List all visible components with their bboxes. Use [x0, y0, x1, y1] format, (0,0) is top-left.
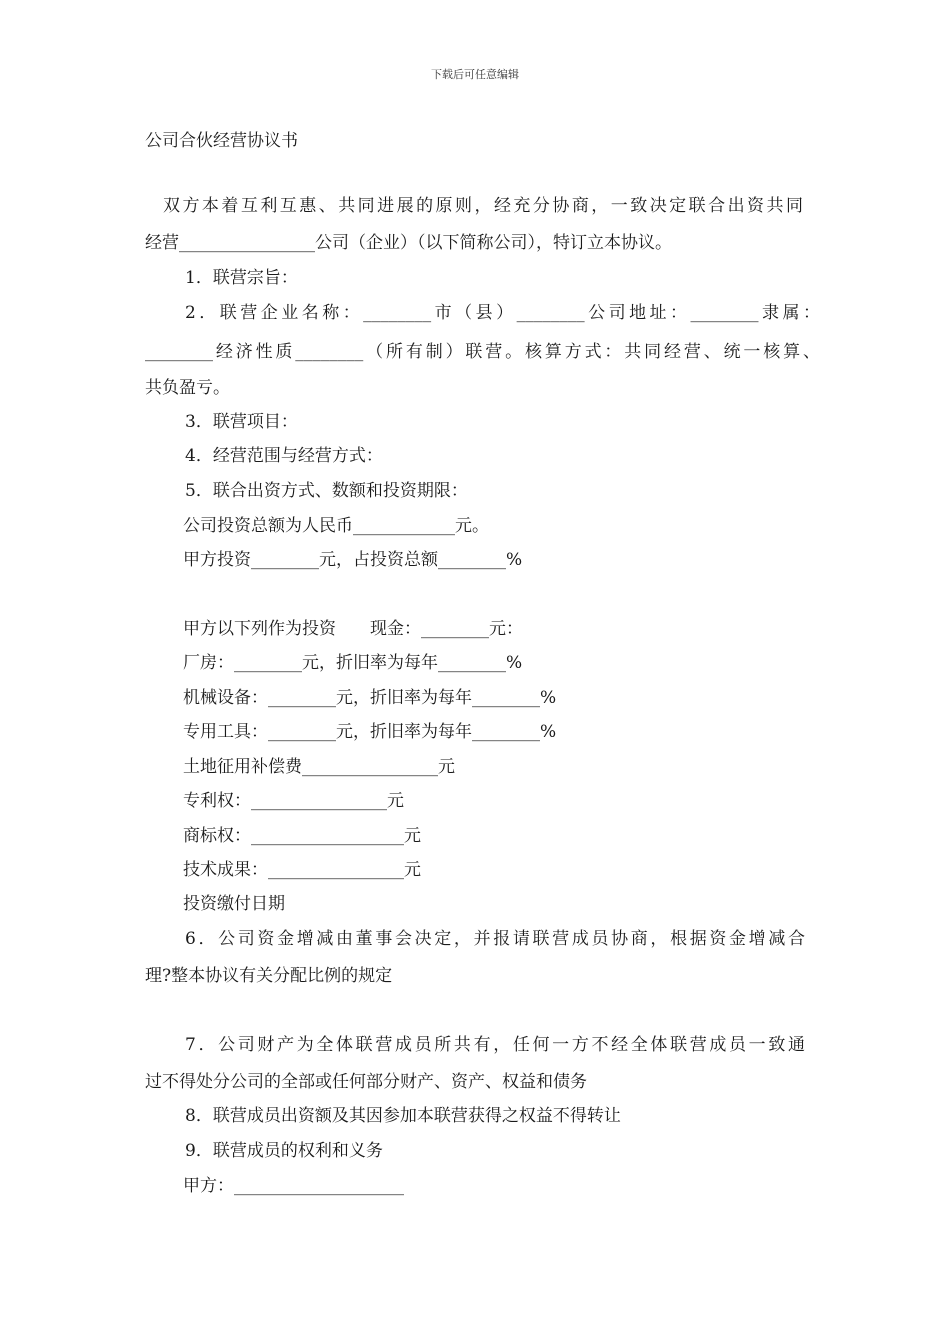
land-compensation-line: 土地征用补偿费________________元 — [183, 757, 455, 777]
clause-5: 5．联合出资方式、数额和投资期限： — [185, 481, 468, 501]
clause-3: 3．联营项目： — [185, 412, 298, 432]
paragraph-line: 理?整本协议有关分配比例的规定 — [145, 966, 393, 986]
clause-4: 4．经营范围与经营方式： — [185, 446, 383, 466]
party-a-investment-line: 甲方投资________元，占投资总额________% — [183, 550, 523, 570]
paragraph-line: 共负盈亏。 — [145, 378, 230, 398]
document-title: 公司合伙经营协议书 — [145, 131, 298, 151]
tools-line: 专用工具：________元，折旧率为每年________% — [183, 722, 557, 742]
payment-date-line: 投资缴付日期 — [183, 894, 285, 914]
clause-6: 6．公司资金增减由董事会决定，并报请联营成员协商，根据资金增减合 — [185, 929, 805, 949]
paragraph-line: 过不得处分公司的全部或任何部分财产、资产、权益和债务 — [145, 1072, 587, 1092]
paragraph-line: 经营________________公司（企业）（以下简称公司），特订立本协议。 — [145, 233, 672, 253]
party-a-cash-line: 甲方以下列作为投资 现金：________元： — [183, 619, 523, 639]
trademark-line: 商标权：__________________元 — [183, 826, 421, 846]
clause-7: 7．公司财产为全体联营成员所共有，任何一方不经全体联营成员一致通 — [185, 1035, 805, 1055]
paragraph-line: 双方本着互利互惠、共同进展的原则，经充分协商，一致决定联合出资共同 — [163, 196, 803, 216]
clause-8: 8．联营成员出资额及其因参加本联营获得之权益不得转让 — [185, 1106, 621, 1126]
machinery-line: 机械设备：________元，折旧率为每年________% — [183, 688, 557, 708]
party-a-signature-line: 甲方：____________________ — [183, 1176, 404, 1196]
technology-line: 技术成果：________________元 — [183, 860, 421, 880]
patent-line: 专利权：________________元 — [183, 791, 404, 811]
factory-line: 厂房：________元，折旧率为每年________% — [183, 653, 523, 673]
page-header: 下载后可任意编辑 — [431, 68, 519, 81]
clause-1: 1．联营宗旨： — [185, 268, 298, 288]
clause-9: 9．联营成员的权利和义务 — [185, 1141, 383, 1161]
paragraph-line: ________经济性质________（所有制）联营。核算方式：共同经营、统一核算、 — [145, 342, 820, 362]
clause-2: 2．联营企业名称：________市（县）________公司地址：________隶属： — [185, 303, 820, 323]
investment-total-line: 公司投资总额为人民币____________元。 — [183, 516, 489, 536]
